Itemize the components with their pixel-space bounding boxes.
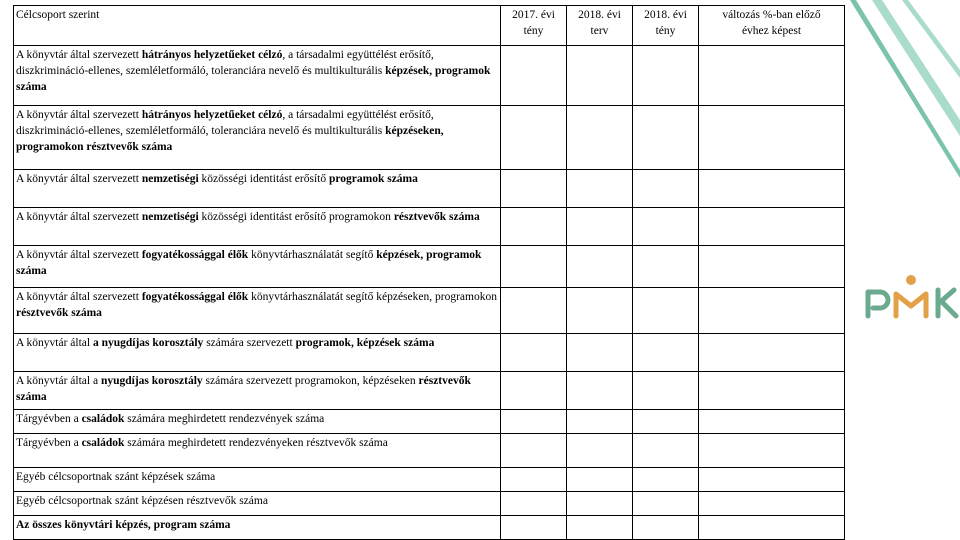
row-label-emphasis: Az összes könyvtári képzés, program száma <box>16 519 231 531</box>
pmk-logo <box>864 270 960 326</box>
row-label <box>14 288 501 334</box>
column-header-line: 2017. évi <box>512 9 555 21</box>
row-label-text: A könyvtár által a <box>16 375 101 387</box>
column-header-change-percent <box>699 6 845 46</box>
column-header-2017-actual <box>501 6 567 46</box>
value-change-percent[interactable] <box>699 492 845 516</box>
row-label-emphasis: képzések, programok száma <box>16 249 482 277</box>
table-row <box>14 46 845 106</box>
table-row <box>14 106 845 170</box>
value-2017-actual[interactable] <box>501 492 567 516</box>
value-change-percent[interactable] <box>699 372 845 410</box>
value-2018-actual[interactable] <box>633 46 699 106</box>
row-label-emphasis: képzések, programok száma <box>16 65 491 93</box>
value-2017-actual[interactable] <box>501 246 567 288</box>
value-2017-actual[interactable] <box>501 106 567 170</box>
value-2017-actual[interactable] <box>501 516 567 540</box>
row-label-text: A könyvtár által szervezett <box>16 291 142 303</box>
row-label-emphasis: nemzetiségi <box>141 211 199 223</box>
target-group-table <box>13 5 845 540</box>
logo-letter-m <box>896 275 926 316</box>
table-row <box>14 246 845 288</box>
value-2018-actual[interactable] <box>633 106 699 170</box>
row-label-text: számára meghirdetett rendezvények száma <box>124 413 325 425</box>
value-2018-plan[interactable] <box>567 170 633 208</box>
table-row <box>14 434 845 468</box>
table-row <box>14 372 845 410</box>
value-2017-actual[interactable] <box>501 334 567 372</box>
row-label <box>14 246 501 288</box>
table-header-row <box>14 6 845 46</box>
row-label-text: könyvtárhasználatát segítő képzéseken, programokon <box>248 291 497 303</box>
value-2018-plan[interactable] <box>567 434 633 468</box>
column-header-line: tény <box>655 25 676 37</box>
column-header-line: tény <box>523 25 544 37</box>
row-label-text: közösségi identitást erősítő programokon <box>198 211 394 223</box>
row-label-emphasis: családok <box>81 437 125 449</box>
row-label-text: Egyéb célcsoportnak szánt képzések száma <box>16 471 216 483</box>
value-change-percent[interactable] <box>699 46 845 106</box>
value-2018-plan[interactable] <box>567 208 633 246</box>
table-title: Célcsoport szerint <box>14 6 501 46</box>
row-label-text: Tárgyévben a <box>16 413 82 425</box>
table-row <box>14 170 845 208</box>
value-change-percent[interactable] <box>699 334 845 372</box>
row-label-emphasis: fogyatékossággal élők <box>141 291 249 303</box>
table-row <box>14 208 845 246</box>
value-change-percent[interactable] <box>699 170 845 208</box>
row-label-emphasis: nyugdíjas korosztály <box>100 375 203 387</box>
value-change-percent[interactable] <box>699 106 845 170</box>
value-2018-actual[interactable] <box>633 468 699 492</box>
value-2018-plan[interactable] <box>567 246 633 288</box>
row-label-emphasis: résztvevők száma <box>16 307 102 319</box>
value-2018-actual[interactable] <box>633 516 699 540</box>
row-label-text: számára meghirdetett rendezvényeken résztvevők száma <box>124 437 388 449</box>
row-label <box>14 434 501 468</box>
table-row <box>14 410 845 434</box>
value-2018-plan[interactable] <box>567 468 633 492</box>
value-change-percent[interactable] <box>699 208 845 246</box>
value-2018-plan[interactable] <box>567 334 633 372</box>
row-label-emphasis: résztvevők száma <box>393 211 480 223</box>
decorative-stripe <box>872 0 960 136</box>
value-2018-plan[interactable] <box>567 410 633 434</box>
row-label <box>14 410 501 434</box>
row-label-emphasis: programok, képzések száma <box>295 337 435 349</box>
row-label-text: A könyvtár által szervezett <box>16 249 142 261</box>
value-2018-plan[interactable] <box>567 492 633 516</box>
value-2018-actual[interactable] <box>633 334 699 372</box>
table-body <box>14 46 845 540</box>
decorative-stripe <box>850 0 960 178</box>
logo-letter-k <box>938 290 956 316</box>
value-2018-plan[interactable] <box>567 106 633 170</box>
value-2018-plan[interactable] <box>567 46 633 106</box>
row-label-emphasis: résztvevők száma <box>16 375 471 403</box>
value-2018-plan[interactable] <box>567 372 633 410</box>
row-label-text: A könyvtár által szervezett <box>16 211 142 223</box>
value-2018-actual[interactable] <box>633 492 699 516</box>
value-change-percent[interactable] <box>699 288 845 334</box>
value-2018-plan[interactable] <box>567 516 633 540</box>
value-change-percent[interactable] <box>699 468 845 492</box>
value-2017-actual[interactable] <box>501 410 567 434</box>
value-2018-actual[interactable] <box>633 170 699 208</box>
row-label-emphasis: nemzetiségi <box>141 173 199 185</box>
table-row <box>14 288 845 334</box>
value-2018-actual[interactable] <box>633 288 699 334</box>
row-label <box>14 516 501 540</box>
row-label-text: A könyvtár által szervezett <box>16 49 142 61</box>
value-2018-actual[interactable] <box>633 246 699 288</box>
row-label <box>14 106 501 170</box>
row-label-emphasis: a nyugdíjas korosztály <box>92 337 204 349</box>
table-row <box>14 492 845 516</box>
row-label-emphasis: hátrányos helyzetűeket célzó <box>141 109 283 121</box>
row-label <box>14 372 501 410</box>
row-label <box>14 334 501 372</box>
column-header-line: 2018. évi <box>578 9 621 21</box>
value-2017-actual[interactable] <box>501 468 567 492</box>
table-row <box>14 516 845 540</box>
value-2018-actual[interactable] <box>633 208 699 246</box>
row-label-text: közösségi identitást erősítő <box>198 173 329 185</box>
value-2018-actual[interactable] <box>633 410 699 434</box>
value-change-percent[interactable] <box>699 410 845 434</box>
row-label-text: Tárgyévben a <box>16 437 82 449</box>
row-label-text: Egyéb célcsoportnak szánt képzésen résztvevők száma <box>16 495 268 507</box>
column-header-2018-plan <box>567 6 633 46</box>
row-label-text: A könyvtár által <box>16 337 93 349</box>
column-header-line: évhez képest <box>741 25 802 37</box>
row-label-text: A könyvtár által szervezett <box>16 109 142 121</box>
value-2018-actual[interactable] <box>633 434 699 468</box>
row-label <box>14 208 501 246</box>
row-label-text: számára szervezett <box>203 337 296 349</box>
value-change-percent[interactable] <box>699 246 845 288</box>
row-label-emphasis: képzéseken, programokon résztvevők száma <box>16 125 444 153</box>
row-label-text: , a társadalmi együttélést erősítő, diszkrimináció-ellenes, szemléletformáló, toleranciára nevelő és multikulturális <box>16 49 434 77</box>
row-label <box>14 170 501 208</box>
row-label-text: számára szervezett programokon, képzéseken <box>202 375 419 387</box>
value-2018-actual[interactable] <box>633 372 699 410</box>
value-2017-actual[interactable] <box>501 372 567 410</box>
value-2017-actual[interactable] <box>501 170 567 208</box>
row-label <box>14 46 501 106</box>
column-header-line: terv <box>590 25 609 37</box>
value-2018-plan[interactable] <box>567 288 633 334</box>
column-header-2018-actual <box>633 6 699 46</box>
row-label-text: könyvtárhasználatát segítő <box>248 249 377 261</box>
row-label <box>14 492 501 516</box>
row-label-emphasis: családok <box>81 413 125 425</box>
row-label <box>14 468 501 492</box>
row-label-text: A könyvtár által szervezett <box>16 173 142 185</box>
row-label-text: , a társadalmi együttélést erősítő, diszkrimináció-ellenes, szemléletformáló, toleranciára nevelő és multikulturális <box>16 109 434 137</box>
logo-letter-p <box>868 292 888 316</box>
column-header-line: 2018. évi <box>644 9 687 21</box>
row-label-emphasis: programok száma <box>328 173 418 185</box>
table-row <box>14 468 845 492</box>
value-2017-actual[interactable] <box>501 46 567 106</box>
value-2017-actual[interactable] <box>501 208 567 246</box>
row-label-emphasis: fogyatékossággal élők <box>141 249 249 261</box>
value-2017-actual[interactable] <box>501 434 567 468</box>
value-change-percent[interactable] <box>699 434 845 468</box>
table-row <box>14 334 845 372</box>
value-change-percent[interactable] <box>699 516 845 540</box>
value-2017-actual[interactable] <box>501 288 567 334</box>
decorative-stripe <box>902 0 960 78</box>
column-header-line: változás %-ban előző <box>722 9 821 21</box>
row-label-emphasis: hátrányos helyzetűeket célzó <box>141 49 283 61</box>
